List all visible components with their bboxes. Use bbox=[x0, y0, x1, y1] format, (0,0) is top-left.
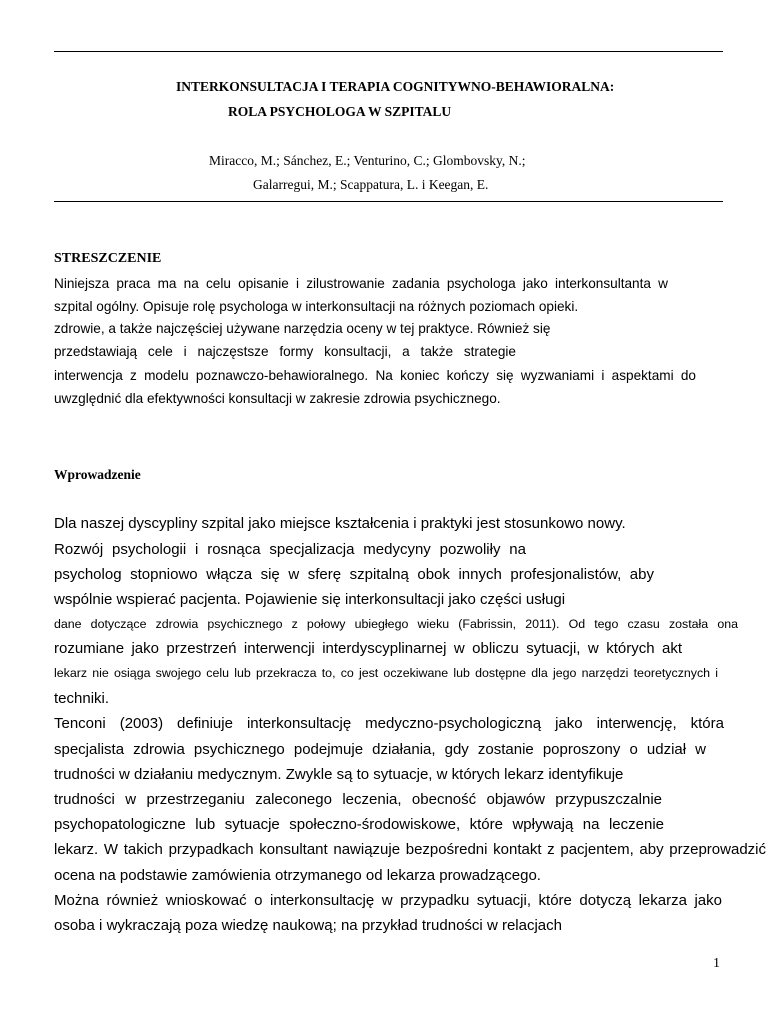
body-line: Dla naszej dyscypliny szpital jako miejsce kształcenia i praktyki jest stosunkowo nowy. bbox=[54, 515, 626, 532]
intro-heading: Wprowadzenie bbox=[54, 467, 141, 482]
body-line: Rozwój psychologii i rosnąca specjalizacja medycyny pozwoliły na bbox=[54, 541, 526, 558]
abstract-line: interwencja z modelu poznawczo-behawioralnego. Na koniec kończy się wyzwaniami i aspektami do bbox=[54, 368, 696, 383]
body-line: psycholog stopniowo włącza się w sferę szpitalną obok innych profesjonalistów, aby bbox=[54, 566, 654, 583]
body-line: specjalista zdrowia psychicznego podejmuje działania, gdy zostanie poproszony o udział w bbox=[54, 741, 706, 758]
abstract-line: uwzględnić dla efektywności konsultacji w zakresie zdrowia psychicznego. bbox=[54, 391, 501, 406]
body-line: psychopatologiczne lub sytuacje społeczno-środowiskowe, które wpływają na leczenie bbox=[54, 816, 664, 833]
body-line: lekarz. W takich przypadkach konsultant nawiązuje bezpośredni kontakt z pacjentem, aby przeprowadzić bbox=[54, 841, 766, 858]
body-line: ocena na podstawie zamówienia otrzymanego od lekarza prowadzącego. bbox=[54, 867, 541, 884]
title-line-2: ROLA PSYCHOLOGA W SZPITALU bbox=[228, 104, 452, 119]
abstract-line: szpital ogólny. Opisuje rolę psychologa w interkonsultacji na różnych poziomach opieki. bbox=[54, 299, 579, 314]
body-line: techniki. bbox=[54, 690, 110, 707]
abstract-heading: STRESZCZENIE bbox=[54, 251, 162, 266]
body-line: trudności w przestrzeganiu zaleconego leczenia, obecność objawów przypuszczalnie bbox=[54, 791, 662, 808]
header-rule bbox=[54, 201, 723, 202]
page-number: 1 bbox=[713, 956, 720, 971]
body-line: rozumiane jako przestrzeń interwencji interdyscyplinarnej w obliczu sytuacji, w których akt bbox=[54, 640, 682, 657]
body-line-small: dane dotyczące zdrowia psychicznego z połowy ubiegłego wieku (Fabrissin, 2011). Od tego czasu została ona bbox=[54, 617, 738, 631]
abstract-line: zdrowie, a także najczęściej używane narzędzia oceny w tej praktyce. Również się bbox=[54, 321, 551, 336]
abstract-line: Niniejsza praca ma na celu opisanie i zilustrowanie zadania psychologa jako interkonsultanta w bbox=[54, 276, 668, 291]
authors-line-1: Miracco, M.; Sánchez, E.; Venturino, C.; Glombovsky, N.; bbox=[209, 153, 526, 168]
body-line: Można również wnioskować o interkonsultację w przypadku sytuacji, które dotyczą lekarza jako bbox=[54, 892, 722, 909]
authors-line-2: Galarregui, M.; Scappatura, L. i Keegan, E. bbox=[253, 177, 489, 192]
body-line: trudności w działaniu medycznym. Zwykle są to sytuacje, w których lekarz identyfikuje bbox=[54, 766, 624, 783]
body-line-small: lekarz nie osiąga swojego celu lub przekracza to, co jest oczekiwane lub dostępne dla jego narzędzi teoretycznych i bbox=[54, 666, 718, 680]
top-rule bbox=[54, 51, 723, 52]
body-line: Tenconi (2003) definiuje interkonsultację medyczno-psychologiczną jako interwencję, która bbox=[54, 715, 724, 732]
abstract-line: przedstawiają cele i najczęstsze formy konsultacji, a także strategie bbox=[54, 344, 516, 359]
body-line: osoba i wykraczają poza wiedzę naukową; na przykład trudności w relacjach bbox=[54, 917, 562, 934]
title-line-1: INTERKONSULTACJA I TERAPIA COGNITYWNO-BEHAWIORALNA: bbox=[176, 79, 615, 94]
body-line: wspólnie wspierać pacjenta. Pojawienie się interkonsultacji jako części usługi bbox=[54, 591, 566, 608]
